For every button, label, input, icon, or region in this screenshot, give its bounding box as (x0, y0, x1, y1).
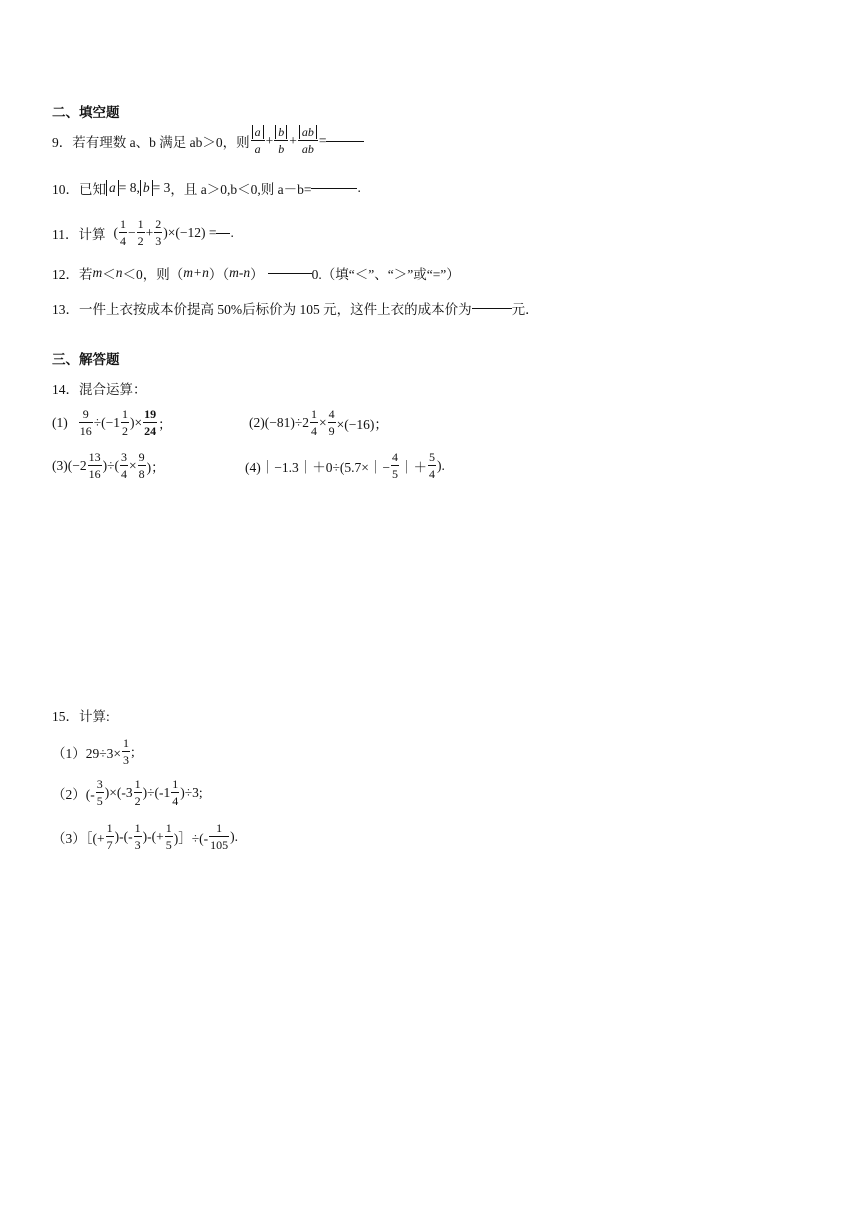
fraction-denominator: 16 (88, 467, 101, 481)
fraction-denominator: 2 (137, 234, 144, 248)
fraction-numerator: 1 (106, 821, 113, 835)
fraction-denominator: ab (301, 142, 314, 156)
fraction (119, 218, 127, 247)
fraction-numerator: 19 (144, 407, 157, 421)
fraction-numerator: 1 (165, 821, 172, 835)
fraction-numerator: 1 (134, 777, 141, 791)
fraction (134, 822, 142, 851)
fraction (165, 822, 173, 851)
answer-blank[interactable] (311, 187, 357, 189)
fraction-numerator: 2 (155, 217, 162, 231)
answer-blank[interactable] (472, 307, 512, 309)
fraction-numerator: ab (298, 126, 318, 141)
fraction-numerator: 1 (134, 821, 141, 835)
fraction-numerator: 4 (328, 407, 335, 421)
fraction-numerator: 1 (120, 217, 126, 231)
fraction-numerator: 3 (96, 777, 103, 791)
fraction-denominator: 4 (429, 467, 435, 481)
question-number: 9． (52, 134, 73, 150)
q15-part-3: （3）［(+ $\frac{1}{7}$ )-(- $\frac{1}{3}$ )-(+ $\frac{1}{5}$ )］÷(- $\frac{1}{105}$ ). (52, 821, 238, 852)
fraction (121, 408, 129, 437)
fraction-numerator: 1 (172, 777, 179, 791)
fraction (171, 778, 179, 807)
fraction-numerator: 4 (392, 450, 398, 464)
answer-blank[interactable] (326, 140, 364, 142)
fraction-numerator: 3 (121, 450, 128, 464)
fraction-numerator: 9 (79, 408, 93, 423)
answer-blank[interactable] (216, 232, 230, 234)
q15-part-2: （2）(- $\frac{3}{5}$ )×(-3 $\frac{1}{2}$ )÷(-1 $\frac{1}{4}$ )÷3; (52, 777, 203, 808)
question-number: 15． (52, 709, 79, 724)
q14-part-1: (1) $\frac{9}{16}$ ÷(−1 $\frac{1}{2}$ )× $\frac{19}{24}$ ； (52, 407, 172, 438)
fraction-denominator: 5 (165, 838, 172, 852)
fraction-numerator: 9 (138, 450, 145, 464)
fraction-denominator: b (278, 142, 285, 156)
answer-blank[interactable] (268, 272, 312, 274)
fraction (154, 218, 162, 247)
fraction-denominator: 4 (172, 794, 179, 808)
q14-part-4: (4)｜−1.3｜＋0÷(5.7×｜− $\frac{4}{5}$ ｜＋ $\frac{5}{4}$ ). (245, 450, 445, 481)
question-number: 12． (52, 267, 79, 282)
fraction-denominator: 7 (106, 838, 113, 852)
fraction-numerator: 1 (311, 407, 318, 421)
fraction-numerator: 13 (88, 450, 101, 464)
section-heading-solve: 三、解答题 (52, 352, 120, 368)
question-number: 11． (52, 226, 79, 242)
fraction-numerator: 1 (123, 736, 130, 750)
q15-part-1: （1）29÷3× $\frac{1}{3}$ ; (52, 736, 135, 767)
q14-part-3: (3)(−2 $\frac{13}{16}$ )÷( $\frac{3}{4}$ × $\frac{9}{8}$ )； (52, 450, 165, 481)
fraction-denominator: 24 (144, 424, 157, 438)
question-number: 14． (52, 382, 79, 397)
fraction (138, 451, 146, 480)
fraction (209, 822, 229, 851)
fraction-denominator: 8 (138, 467, 145, 481)
q14-part-2: (2)(−81)÷2 $\frac{1}{4}$ × $\frac{4}{9}$ ×(−16)； (249, 407, 388, 438)
fraction (143, 408, 157, 437)
fraction (79, 408, 93, 437)
question-13: 13． 一件上衣按成本价提高 50%后标价为 105 元，这件上衣的成本价为 元． (52, 298, 539, 318)
fraction-numerator: 5 (429, 450, 435, 464)
section-heading-fill-in: 二、填空题 (52, 105, 120, 121)
fraction (88, 451, 102, 480)
question-text: 若有理数 a、b 满足 ab＞0，则 (72, 134, 250, 150)
fraction (137, 218, 145, 247)
question-14-title: 14．混合运算： (52, 382, 147, 397)
fraction-denominator: 2 (122, 424, 129, 438)
fraction (122, 737, 130, 766)
fraction-denominator: 3 (155, 234, 162, 248)
question-11: 11． 计算 ( $\frac{1}{4}$ − $\frac{1}{2}$ + $\frac{2}{3}$ )×(−12) = . (52, 217, 234, 248)
fraction-numerator: 1 (122, 407, 129, 421)
fraction (328, 408, 336, 437)
fraction-denominator: 16 (79, 424, 92, 438)
fraction-denominator: 105 (210, 838, 229, 852)
fraction-denominator: 2 (134, 794, 141, 808)
fraction-numerator: 1 (209, 822, 229, 837)
fraction (96, 778, 104, 807)
fraction-denominator: 4 (121, 467, 128, 481)
fraction-abs-b-over-b (274, 126, 288, 155)
fraction-numerator: 1 (137, 217, 144, 231)
question-12: 12． 若 m ＜ n ＜0，则（ m+n ）（ m-n ） 0.（填“＜”、“＞”或“=”） (52, 265, 460, 282)
question-9: 9． 若有理数 a、b 满足 ab＞0，则 $\frac{a}{a}$ + $\frac{b}{b}$ + $\frac{ab}{ab}$ = (52, 126, 364, 155)
fraction-denominator: 5 (96, 794, 103, 808)
fraction-denominator: 9 (328, 424, 335, 438)
fraction-denominator: 5 (392, 467, 398, 481)
question-10: 10． 已知 a = 8, b = 3 ，且 a＞0,b＜0,则 a－b= . (52, 180, 361, 197)
fraction-denominator: 3 (123, 753, 130, 767)
fraction-numerator: b (274, 126, 288, 141)
abs-b: b (140, 180, 153, 196)
fraction (391, 451, 399, 480)
question-number: 10． (52, 182, 79, 197)
fraction-denominator: a (254, 142, 261, 156)
abs-a: a (106, 180, 119, 196)
fraction-abs-ab-over-ab (298, 126, 318, 155)
fraction-denominator: 4 (120, 234, 126, 248)
fraction (428, 451, 436, 480)
fraction-denominator: 4 (311, 424, 318, 438)
fraction-denominator: 3 (134, 838, 141, 852)
question-15-title: 15．计算: (52, 709, 110, 724)
fraction (134, 778, 142, 807)
question-number: 13． (52, 302, 79, 317)
fraction-numerator: a (251, 126, 265, 141)
fraction-abs-a-over-a (251, 126, 265, 155)
fraction (120, 451, 128, 480)
fraction (106, 822, 114, 851)
fraction (310, 408, 318, 437)
